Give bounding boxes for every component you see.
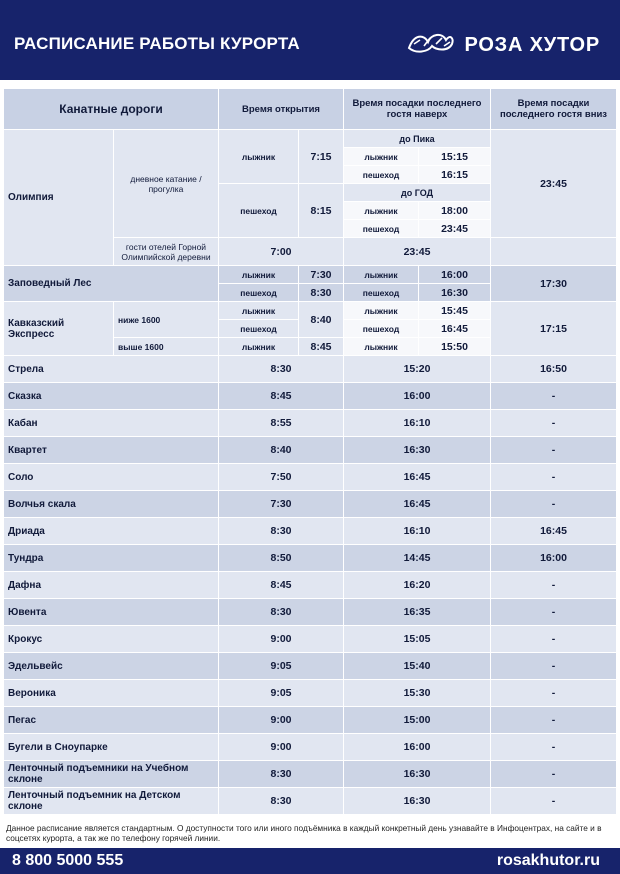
open-time: 8:45 [219,383,344,410]
lift-name: Сказка [4,383,219,410]
table-row [4,707,617,734]
hotel-guests-label: гости отелей Горной Олимпийской деревни [114,238,219,266]
up-time: 15:50 [419,338,491,356]
up-time: 16:30 [344,761,491,788]
up-time: 16:00 [344,383,491,410]
walker-label: пешеход [344,220,419,238]
skier-label: лыжник [219,130,299,184]
open-time: 8:30 [219,761,344,788]
table-row [4,734,617,761]
down-time: - [491,437,617,464]
open-time: 7:50 [219,464,344,491]
zone-below-label: ниже 1600 [114,302,219,338]
up-time: 16:10 [344,518,491,545]
lift-name: Бугели в Сноупарке [4,734,219,761]
open-time: 9:05 [219,680,344,707]
lift-name: Дриада [4,518,219,545]
down-time: 23:45 [491,130,617,238]
lift-name: Ленточный подъемники на Учебном склоне [4,761,219,788]
up-time: 16:30 [344,437,491,464]
brand-name: РОЗА ХУТОР [464,34,600,56]
open-time: 9:00 [219,626,344,653]
rose-logo-icon [406,30,456,61]
up-time: 16:30 [344,788,491,815]
brand [406,30,600,61]
table-header-row [4,89,617,130]
header-last-down: Время посадки последнего гостя вниз [491,89,617,130]
up-time: 16:30 [419,284,491,302]
open-time: 8:30 [219,599,344,626]
table-row [4,545,617,572]
up-time: 16:10 [344,410,491,437]
open-time: 8:30 [299,284,344,302]
up-time: 16:45 [344,464,491,491]
header-lifts: Канатные дороги [4,89,219,130]
table-row [4,599,617,626]
down-time [491,238,617,266]
lift-name: Кабан [4,410,219,437]
up-time: 15:45 [419,302,491,320]
up-time: 18:00 [419,202,491,220]
header-last-up: Время посадки последнего гостя наверх [344,89,491,130]
open-time: 8:50 [219,545,344,572]
open-time: 8:30 [219,356,344,383]
skier-label: лыжник [344,266,419,284]
down-time: - [491,410,617,437]
down-time: - [491,653,617,680]
open-time: 8:30 [219,518,344,545]
schedule-table [3,88,617,815]
table-row [4,410,617,437]
up-time: 16:45 [344,491,491,518]
walker-label: пешеход [344,284,419,302]
down-time: - [491,491,617,518]
skier-label: лыжник [219,266,299,284]
table-row [4,572,617,599]
table-row [4,464,617,491]
down-time: - [491,680,617,707]
open-time: 8:45 [299,338,344,356]
open-time: 9:00 [219,707,344,734]
down-time: - [491,599,617,626]
walker-label: пешеход [219,184,299,238]
open-time: 8:45 [219,572,344,599]
hotline-phone: 8 800 5000 555 [12,852,124,869]
lift-name: Тундра [4,545,219,572]
to-god-label: до ГОД [344,184,491,202]
down-time: 16:50 [491,356,617,383]
down-time: 17:15 [491,302,617,356]
lift-name: Крокус [4,626,219,653]
lift-name: Олимпия [4,130,114,266]
lift-name: Соло [4,464,219,491]
table-row [4,680,617,707]
lift-name: Эдельвейс [4,653,219,680]
table-row [4,491,617,518]
down-time: 16:45 [491,518,617,545]
open-time: 8:40 [299,302,344,338]
open-time: 7:30 [299,266,344,284]
open-time: 9:00 [219,734,344,761]
lift-name: Вероника [4,680,219,707]
down-time: 16:00 [491,545,617,572]
up-time: 15:40 [344,653,491,680]
open-time: 7:15 [299,130,344,184]
down-time: - [491,464,617,491]
schedule-sheet [3,88,616,815]
up-time: 16:45 [419,320,491,338]
walker-label: пешеход [219,320,299,338]
footnote: Данное расписание является стандартным. О доступности того или иного подъёмника в каждый конкретный день узнавайте в Инфоцентрах, на сайте и в соцсетях курорта, а так же по телефону горячей линии. [6,823,602,843]
table-row [4,130,617,148]
header-banner [0,0,620,80]
up-time: 15:15 [419,148,491,166]
up-time: 16:20 [344,572,491,599]
website-link: rosakhutor.ru [496,852,600,869]
skier-label: лыжник [344,302,419,320]
walker-label: пешеход [219,284,299,302]
down-time: - [491,788,617,815]
lift-name: Кавказский Экспресс [4,302,114,356]
open-time: 8:40 [219,437,344,464]
table-row [4,518,617,545]
open-time: 9:05 [219,653,344,680]
lift-name: Квартет [4,437,219,464]
open-time: 8:30 [219,788,344,815]
up-time: 16:00 [419,266,491,284]
lift-name: Пегас [4,707,219,734]
open-time: 7:30 [219,491,344,518]
up-time: 16:35 [344,599,491,626]
skier-label: лыжник [344,202,419,220]
up-time: 23:45 [344,238,491,266]
lift-name: Стрела [4,356,219,383]
down-time: - [491,383,617,410]
footer-banner [0,848,620,874]
table-row [4,788,617,815]
walker-label: пешеход [344,166,419,184]
down-time: - [491,734,617,761]
open-time: 8:55 [219,410,344,437]
table-row [4,626,617,653]
up-time: 16:00 [344,734,491,761]
header-open: Время открытия [219,89,344,130]
walker-label: пешеход [344,320,419,338]
day-label: дневное катание / прогулка [114,130,219,238]
skier-label: лыжник [344,148,419,166]
lift-name: Заповедный Лес [4,266,219,302]
zone-above-label: выше 1600 [114,338,219,356]
up-time: 15:05 [344,626,491,653]
up-time: 23:45 [419,220,491,238]
down-time: - [491,572,617,599]
table-row [4,761,617,788]
open-time: 8:15 [299,184,344,238]
lift-name: Ювента [4,599,219,626]
table-row [4,302,617,320]
to-peak-label: до Пика [344,130,491,148]
table-row [4,266,617,284]
down-time: 17:30 [491,266,617,302]
down-time: - [491,761,617,788]
skier-label: лыжник [219,302,299,320]
lift-name: Ленточный подъемник на Детском склоне [4,788,219,815]
up-time: 14:45 [344,545,491,572]
open-time: 7:00 [219,238,344,266]
skier-label: лыжник [219,338,299,356]
up-time: 15:30 [344,680,491,707]
down-time: - [491,707,617,734]
up-time: 15:20 [344,356,491,383]
table-row [4,653,617,680]
lift-name: Дафна [4,572,219,599]
skier-label: лыжник [344,338,419,356]
up-time: 15:00 [344,707,491,734]
table-row [4,383,617,410]
lift-name: Волчья скала [4,491,219,518]
table-row [4,356,617,383]
down-time: - [491,626,617,653]
table-row [4,437,617,464]
up-time: 16:15 [419,166,491,184]
page-title: РАСПИСАНИЕ РАБОТЫ КУРОРТА [14,34,300,53]
